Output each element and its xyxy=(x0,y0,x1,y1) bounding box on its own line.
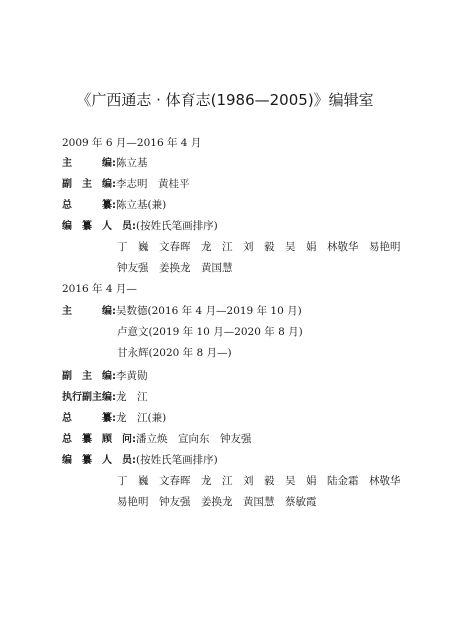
period1-heading: 2009 年 6 月—2016 年 4 月 xyxy=(62,137,202,149)
chief-editor-value-2: 卢意文(2019 年 10 月—2020 年 8 月) xyxy=(117,326,303,338)
period2-advisor-row xyxy=(62,432,252,447)
compilers-note: (按姓氏笔画排序) xyxy=(136,220,218,232)
advisor-value: 潘立焕 宣向东 钟友强 xyxy=(136,433,252,445)
general-compiler-label: 总 纂: xyxy=(62,413,116,424)
compilers-note: (按姓氏笔画排序) xyxy=(136,454,218,466)
period2-executive-deputy-row xyxy=(62,390,148,405)
period2-members-row2: 易艳明 钟友强 姜换龙 黄国慧 蔡敏霞 xyxy=(117,496,317,508)
chief-editor-value: 陈立基 xyxy=(116,157,148,169)
general-compiler-label: 总 纂: xyxy=(62,200,116,211)
period2-members-row1: 丁 巍 文春晖 龙 江 刘 毅 吴 娟 陆金霜 林敬华 xyxy=(117,475,401,487)
period1-compilers-row xyxy=(62,219,218,234)
page-title: 《广西通志 · 体育志(1986—2005)》编辑室 xyxy=(76,91,374,109)
period2-chief-editor-row xyxy=(62,304,302,319)
chief-editor-label: 主 编: xyxy=(62,158,116,169)
period2-general-compiler-row xyxy=(62,411,166,426)
deputy-editor-label: 副 主 编: xyxy=(62,179,116,190)
general-compiler-value: 陈立基(兼) xyxy=(116,199,167,211)
deputy-editor-value: 李黄勋 xyxy=(116,370,148,382)
chief-editor-value-3: 甘永辉(2020 年 8 月—) xyxy=(117,347,232,359)
period1-general-compiler-row xyxy=(62,198,166,213)
deputy-editor-value: 李志明 黄桂平 xyxy=(116,178,190,190)
period1-deputy-editor-row xyxy=(62,177,190,192)
chief-editor-value-1: 吴数德(2016 年 4 月—2019 年 10 月) xyxy=(116,305,302,317)
period2-compilers-row xyxy=(62,453,218,468)
period2-deputy-editor-row xyxy=(62,369,148,384)
period2-heading: 2016 年 4 月— xyxy=(62,283,137,295)
period1-members-row1: 丁 巍 文春晖 龙 江 刘 毅 吴 娟 林敬华 易艳明 xyxy=(117,241,401,253)
advisor-label: 总 纂 顾 问: xyxy=(62,434,136,445)
period1-chief-editor-row xyxy=(62,156,148,171)
general-compiler-value: 龙 江(兼) xyxy=(116,412,167,424)
deputy-editor-label: 副 主 编: xyxy=(62,371,116,382)
period1-members-row2: 钟友强 姜换龙 黄国慧 xyxy=(117,262,233,274)
compilers-label: 编 纂 人 员: xyxy=(62,455,136,466)
chief-editor-label: 主 编: xyxy=(62,306,116,317)
executive-deputy-label: 执行副主编: xyxy=(62,392,116,403)
compilers-label: 编 纂 人 员: xyxy=(62,221,136,232)
executive-deputy-value: 龙 江 xyxy=(116,391,148,403)
